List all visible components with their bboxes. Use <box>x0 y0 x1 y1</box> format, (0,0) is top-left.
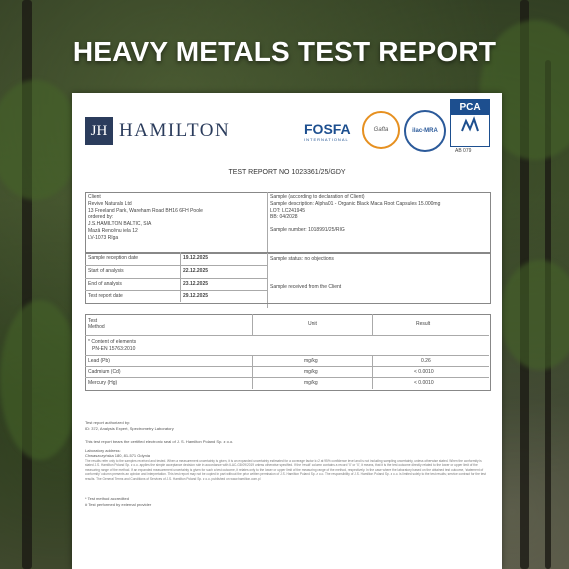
foliage <box>0 80 80 200</box>
table-row-result: 0.26 <box>421 358 431 364</box>
table-row-result: < 0.0010 <box>414 369 434 375</box>
date-label: Sample reception date <box>88 255 139 261</box>
sample-bb: BB: 04/2028 <box>270 214 298 221</box>
hamilton-logo-mark: JH <box>85 117 113 145</box>
client-line: Mazā Rencēnu iela 12 <box>88 227 138 234</box>
foliage <box>0 300 80 460</box>
client-line: J.S.HAMILTON BALTIC, SIA <box>88 221 152 227</box>
fosfa-logo: FOSFA INTERNATIONAL <box>304 121 351 142</box>
pca-icon <box>451 115 489 135</box>
note-accredited: * Test method accredited <box>85 496 129 501</box>
table-row-unit: mg/kg <box>304 380 318 386</box>
legal-disclaimer: The results refer only to the samples received and tested. When a measurement uncertainty is given, it is an expanded uncertainty estimated for a coverage factor k=2 at 95% confidence level and is not including sampling uncertainty, unless otherwise stated. When the conformity is stated J.S. Hamilton Poland Sp. z o.o. applies the simple acceptance decision rule in accordance with ILAC-G8:09/2019 unless otherwise specified. If the 'result' column contains a record 'X' or 'X', it means, that it is the test outcome directly related to the lower or upper limit of the measuring range of the method. If an expanded measurement uncertainty is given for such a test outcome, it relates only to the lower or upper limit of the measuring range of the method, respectively. In the case where the laboratory based on the obtained test outcome, 'statement of conformity' column presents an opinion and interpretation. This test report may not be copied in part without the prior written permission of J.S. Hamilton Poland Sp. z o.o. The responsibility of J.S. Hamilton Poland Sp. z o.o. is limited solely to the test results; service contract for the test results. The General Terms and Conditions of Services of J.S. Hamilton Poland Sp. z o.o. published on www.hamilton.com.pl <box>85 459 486 481</box>
table-group-method: PN-EN 15763:2010 <box>92 346 136 352</box>
sample-block <box>270 194 488 234</box>
table-row-unit: mg/kg <box>304 369 318 375</box>
col-unit-header: Unit <box>308 321 317 327</box>
table-row-unit: mg/kg <box>304 358 318 364</box>
ilac-mra-badge: ilac-MRA <box>404 110 446 152</box>
hamilton-logo-text: HAMILTON <box>119 120 231 141</box>
col-test-header: Test <box>88 318 98 324</box>
banner-title: HEAVY METALS TEST REPORT <box>72 36 497 67</box>
date-label: Test report date <box>88 293 123 299</box>
sample-number: Sample number: 1018991/25/RIG <box>270 227 345 233</box>
date-value: 23.12.2025 <box>183 281 209 287</box>
sample-lot: LOT: LC241945 <box>270 207 306 214</box>
sample-label: Sample (according to declaration of Client) <box>270 194 365 200</box>
hamilton-logo <box>85 117 230 145</box>
client-line: LV-1073 Rīga <box>88 234 119 241</box>
sample-description: Sample description: Alpha01 - Organic Black Maca Root Capsules 15.000mg <box>270 200 441 207</box>
client-line: 13 Freeland Park, Wareham Road BH16 6FH Poole <box>88 207 203 214</box>
client-line: Revive Naturals Ltd <box>88 200 132 207</box>
report-document <box>72 93 502 569</box>
lab-address: Chwaszczyńska 180, 81-571 Gdynia <box>85 453 150 458</box>
sample-received: Sample received from the Client <box>270 284 342 290</box>
pca-number: AB 079 <box>455 148 472 154</box>
electronic-seal-note: This test report bears the certified electronic seal of J. S. Hamilton Poland Sp. z o.o. <box>85 439 234 444</box>
table-row-test: Cadmium (Cd) <box>88 369 121 375</box>
report-number: TEST REPORT NO 1023361/25/GDY <box>228 169 346 176</box>
sample-status: Sample status: no objections <box>270 256 334 262</box>
col-result-header: Result <box>416 321 431 327</box>
date-value: 29.12.2025 <box>183 293 209 299</box>
foliage <box>500 260 569 370</box>
date-label: Start of analysis <box>88 268 124 274</box>
lab-address-label: Laboratory address: <box>85 448 121 453</box>
pca-accreditation-badge: PCA <box>450 99 490 147</box>
col-method-header: Method <box>88 324 105 330</box>
table-row-test: Mercury (Hg) <box>88 380 118 386</box>
note-external: # Test performed by external provider <box>85 502 152 507</box>
table-row-result: < 0.0010 <box>414 380 434 386</box>
client-label: Client <box>88 194 101 200</box>
date-label: End of analysis <box>88 281 122 287</box>
table-group-label: * Content of elements <box>88 339 137 345</box>
date-value: 22.12.2025 <box>183 268 209 274</box>
client-line: ordered by: <box>88 214 114 221</box>
client-block <box>88 194 266 241</box>
table-row-test: Lead (Pb) <box>88 358 110 364</box>
date-value: 19.12.2025 <box>183 255 209 261</box>
authorized-label: Test report authorized by: <box>85 420 131 425</box>
gafta-badge: Gafta <box>362 111 400 149</box>
authorized-by: ID: 372, Analysis Expert, Spectrometry Laboratory <box>85 426 174 431</box>
